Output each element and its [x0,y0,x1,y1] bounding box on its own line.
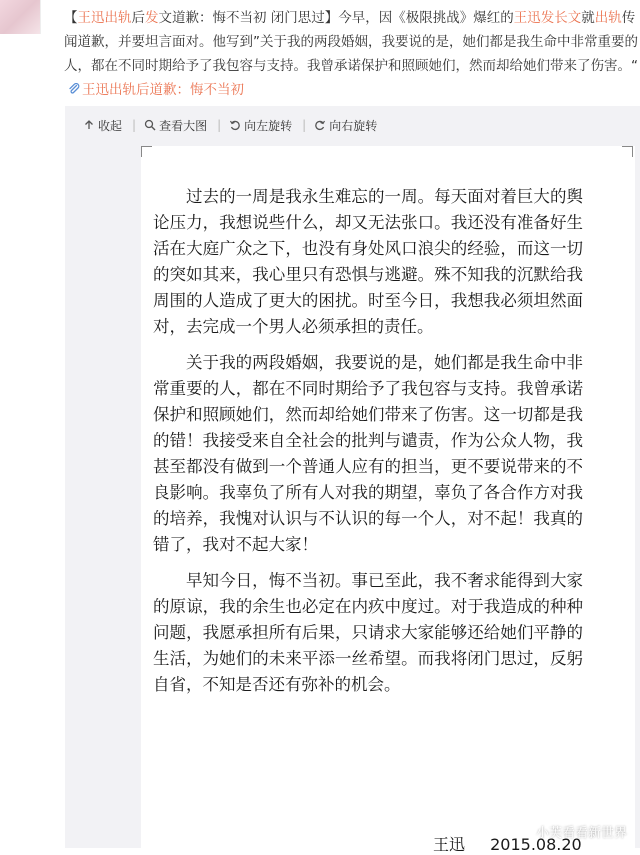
attachment-link-icon [68,83,80,95]
topic-link-affair[interactable]: 出轨 [594,10,622,26]
watermark: 小芙看看新世界 [536,826,628,841]
crop-mark [141,146,152,157]
toolbar-divider: | [132,118,137,132]
rotate-right-button[interactable] [302,117,377,134]
post-text-segment: 后 [131,10,145,26]
post-text-segment: 就 [581,10,595,26]
view-large-button[interactable] [132,117,207,134]
rotate-right-label: 向右旋转 [329,118,378,133]
toolbar-divider: | [302,118,307,132]
topic-link-wangxun-affair[interactable]: 王迅出轨 [77,10,132,26]
rotate-left-button[interactable] [217,117,292,134]
post-text [64,6,638,102]
image-viewer [65,106,640,854]
view-large-label: 查看大图 [159,118,208,133]
post-text-segment: 传闻道歉，并要坦言面对。他写到”关于我的两段婚姻，我要说的是，她们都是我生命中非常重要的人，都在不同时期给予了我包容与支持。我曾承诺保护和照顾她们，然而却给她们带来了伤害。“ [64,10,638,74]
toolbar-divider: | [217,118,222,132]
signature-name: 王迅 [433,835,466,854]
rotate-left-icon [229,119,241,131]
rotate-right-icon [314,119,326,131]
topic-link-long-post[interactable]: 王迅发长文 [513,10,582,26]
avatar[interactable] [0,0,41,34]
crop-mark [622,146,633,157]
magnifier-icon [144,119,156,131]
post-text-segment: 文道歉：悔不当初 闭门思过】今早，因《极限挑战》爆红的 [158,10,514,26]
collapse-label: 收起 [98,118,123,133]
rotate-left-label: 向左旋转 [244,118,293,133]
collapse-icon [83,119,95,131]
letter-paragraph: 关于我的两段婚姻，我要说的是，她们都是我生命中非常重要的人，都在不同时期给予了我包容与支持。我曾承诺保护和照顾她们，然而却给她们带来了伤害。这一切都是我的错！我接受来自全社会的批判与谴责，作为公众人物，我甚至都没有做到一个普通人应有的担当，更不要说带来的不良影响。我辜负了所有人对我的期望，辜负了各合作方对我的培养，我愧对认识与不认识的每一个人，对不起！我真的错了，我对不起大家！ [153,353,583,554]
collapse-button[interactable] [83,117,122,134]
post-bracket: 【 [64,10,78,26]
apology-letter [153,184,583,708]
image-toolbar [83,116,387,134]
letter-paragraph: 早知今日，悔不当初。事已至此，我不奢求能得到大家的原谅，我的余生也必定在内疚中度过。对于我造成的种种问题，我愿承担所有后果，只请求大家能够还给她们平静的生活，为她们的未来平添一丝希望。而我将闭门思过，反躬自省，不知是否还有弥补的机会。 [153,571,583,694]
letter-image[interactable] [141,146,635,854]
topic-link-fa[interactable]: 发 [145,10,159,26]
article-link[interactable]: 王迅出轨后道歉：悔不当初 [82,82,244,98]
letter-paragraph: 过去的一周是我永生难忘的一周。每天面对着巨大的舆论压力，我想说些什么，却又无法张口。我还没有准备好生活在大庭广众之下，也没有身处风口浪尖的经验，而这一切的突如其来，我心里只有恐惧与逃避。殊不知我的沉默给我周围的人造成了更大的困扰。时至今日，我想我必须坦然面对，去完成一个男人必须承担的责任。 [153,187,583,336]
signature-date: 2015.08.20 [490,835,582,854]
